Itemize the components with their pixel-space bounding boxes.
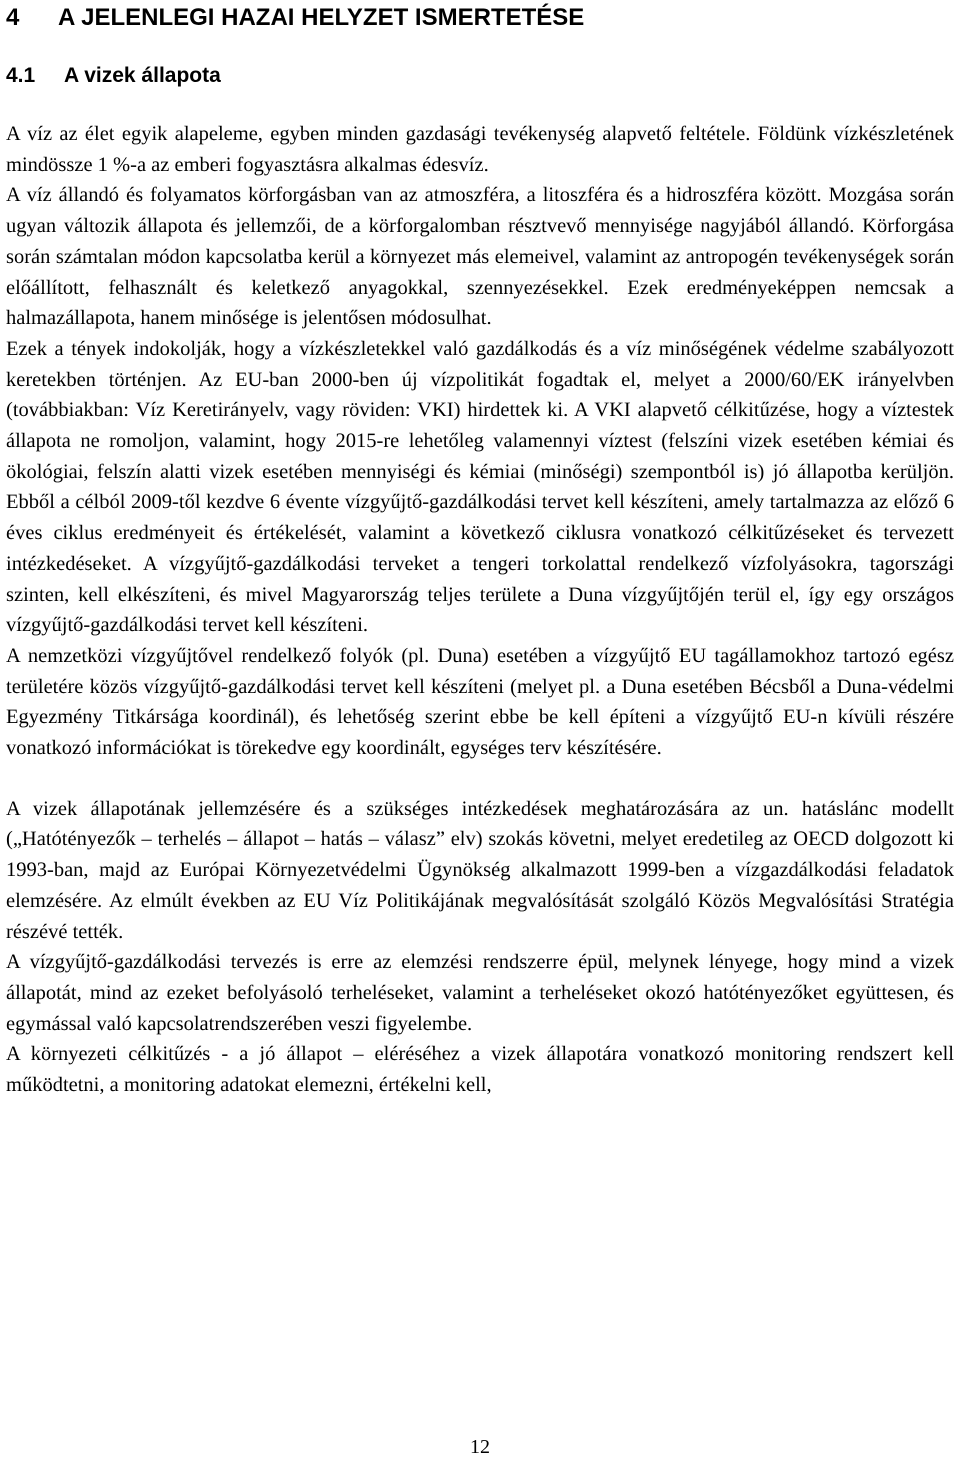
paragraph-water-cycle: A víz állandó és folyamatos körforgásban van az atmoszféra, a litoszféra és a hidroszféra között. Mozgása során ugyan változik állapota és jellemzői, de a körforgalomban résztvevő mennyisége nagyjából állandó. Körforgása során számtalan módon kapcsolatba kerül a környezet más elemeivel, valamint az antropogén tevékenységek során előállított, felhasznált és keletkező anyagokkal, szennyezésekkel. Ezek eredményeképpen nemcsak a halmazállapota, hanem minősége is jelentősen módosulhat. [6,184,954,330]
paragraph-water-basics: A víz az élet egyik alapeleme, egyben minden gazdasági tevékenység alapvető feltétele. Földünk vízkészletének mindössze 1 %-a az emberi fogyasztásra alkalmas édesvíz. [6,123,954,176]
paragraph-gap [6,764,954,794]
chapter-heading [6,2,954,34]
paragraph-water-framework-directive: Ezek a tények indokolják, hogy a vízkészletekkel való gazdálkodás és a víz minőségének védelme szabályozott keretekben történjen. Az EU-ban 2000-ben új vízpolitikát fogadtak el, melyet a 2000/60/EK irányelvben (továbbiakban: Víz Keretirányelv, vagy röviden: VKI) hirdettek ki. A VKI alapvető célkitűzése, hogy a víztestek állapota ne romoljon, valamint, hogy 2015-re lehetőleg valamennyi víztest (felszíni vizek esetében kémiai és ökológiai, felszín alatti vizek esetében mennyiségi és kémiai (minőségi) szempontból is) jó állapotba kerüljön. Ebből a célból 2009-től kezdve 6 évente vízgyűjtő-gazdálkodási tervet kell készíteni, amely tartalmazza az előző 6 éves ciklus eredményeit és értékelését, valamint a következő ciklusra vonatkozó célkitűzéseket és tervezett intézkedéseket. A vízgyűjtő-gazdálkodási terveket a tengeri torkolattal rendelkező vízfolyásokra, tagországi szinten, kell elkészíteni, és mivel Magyarország teljes területe a Duna vízgyűjtőjén terül el, így egy országos vízgyűjtő-gazdálkodási tervet kell készíteni. [6,337,954,637]
paragraph-monitoring: A környezeti célkitűzés - a jó állapot – eléréséhez a vizek állapotára vonatkozó monitoring rendszert kell működtetni, a monitoring adatokat elemezni, értékelni kell, [6,1043,954,1097]
paragraph-planning-system: A vízgyűjtő-gazdálkodási tervezés is erre az elemzési rendszerre épül, melynek lényege, hogy mind a vizek állapotát, mind az ezeket befolyásoló terheléseket, valamint a terheléseket okozó hatótényezőket együttesen, és egymással való kapcsolatrendszerében veszi figyelembe. [6,951,954,1035]
section-number: 4.1 [6,64,36,87]
chapter-number: 4 [6,4,20,31]
chapter-title: A JELENLEGI HAZAI HELYZET ISMERTETÉSE [58,4,585,31]
document-page [6,0,954,1101]
section-title: A vizek állapota [64,64,221,87]
page-number: 12 [470,1436,490,1458]
paragraph-international-basins: A nemzetközi vízgyűjtővel rendelkező folyók (pl. Duna) esetében a vízgyűjtő EU tagállamokhoz tartozó egész területére közös vízgyűjtő-gazdálkodási tervet kell készíteni (melyet pl. a Duna esetében Bécsből a Duna-védelmi Egyezmény Titkársága koordinál), és lehetőség szerint ebbe be kell építeni a vízgyűjtő EU-n kívüli részére vonatkozó információkat is törekedve egy koordinált, egységes terv készítésére. [6,644,954,760]
section-heading [6,61,954,91]
paragraph-dpsir-model: A vizek állapotának jellemzésére és a szükséges intézkedések meghatározására az un. hatáslánc modellt („Hatótényezők – terhelés – állapot – hatás – válasz” elv) szokás követni, melyet eredetileg az OECD dolgozott ki 1993-ban, majd az Európai Környezetvédelmi Ügynökség alkalmazott 1999-ben a vízgazdálkodási feladatok elemzésére. Az elmúlt években az EU Víz Politikájának megvalósítását szolgáló Közös Megvalósítási Stratégia részévé tették. [6,797,954,943]
